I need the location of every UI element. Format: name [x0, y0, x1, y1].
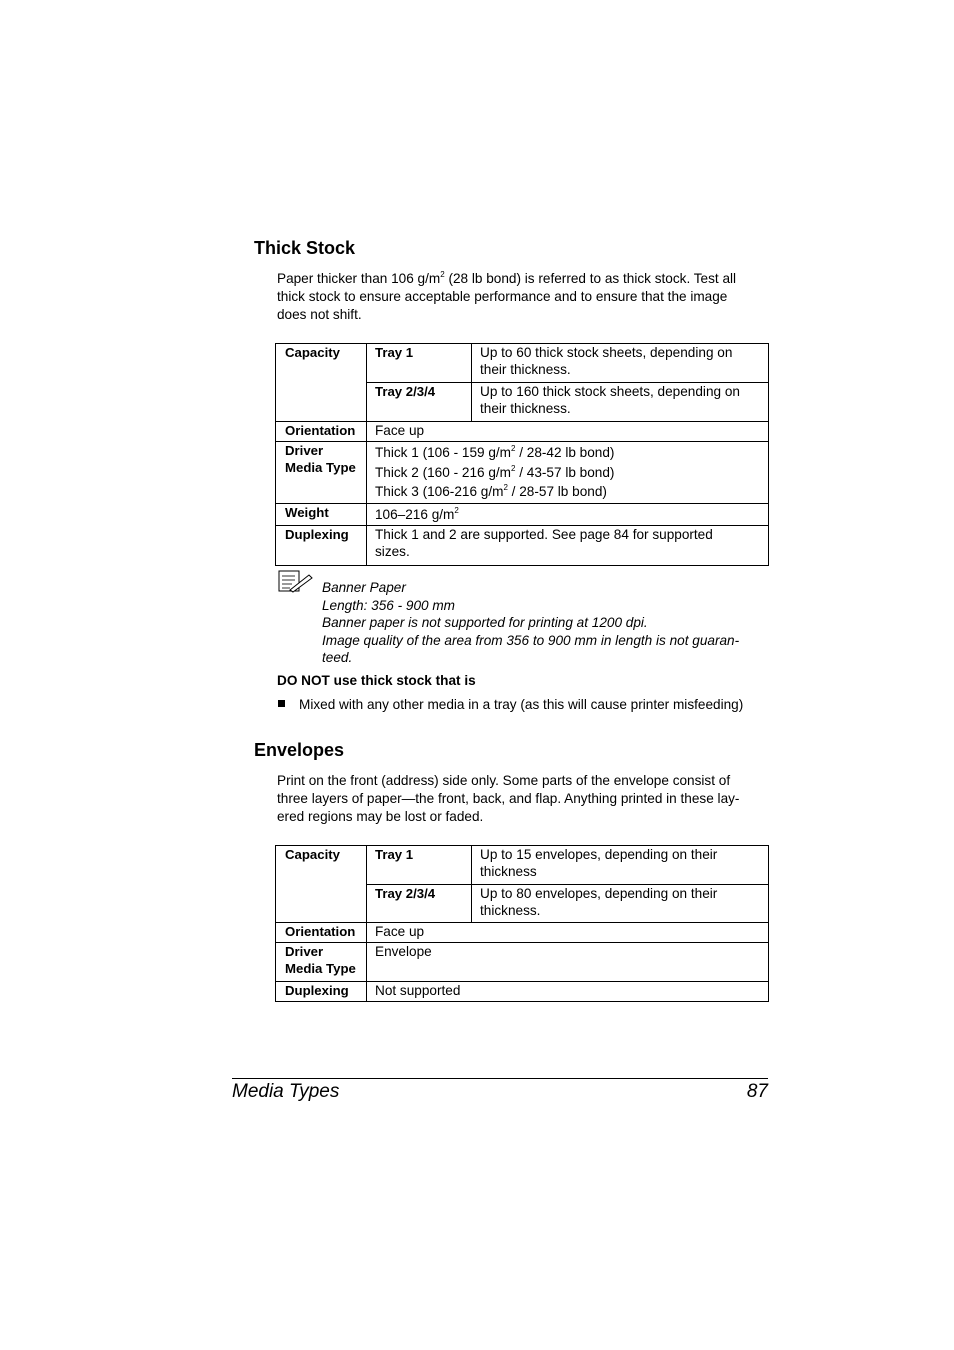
section-heading-thick-stock: Thick Stock: [254, 238, 356, 258]
duplexing-label: Duplexing: [276, 982, 367, 1002]
weight-value: 106–216 $g/m^2$: [367, 504, 769, 526]
superscript: 2: [440, 270, 445, 279]
driver-media-type-value: Envelope: [367, 943, 769, 982]
note-line: Length: 356 - 900 mm: [322, 597, 455, 613]
duplexing-label: Duplexing: [276, 526, 367, 566]
orientation-label: Orientation: [276, 422, 367, 442]
intro-text: thick stock to ensure acceptable performance and to ensure that the image: [277, 289, 728, 304]
thick-stock-table: [275, 343, 769, 566]
envelopes-intro: [277, 772, 769, 826]
tray1-value: Up to 15 envelopes, depending on their thickness: [472, 846, 769, 885]
driver-media-type-value: [367, 442, 769, 504]
section-heading-envelopes: Envelopes: [254, 740, 345, 760]
duplexing-value: Thick 1 and 2 are supported. See page 84 for supported sizes.: [367, 526, 769, 566]
bullet-item: [278, 697, 743, 712]
footer-page-number: 87: [746, 1081, 768, 1102]
intro-text: (28 lb bond) is referred to as thick stock. Test all: [444, 271, 737, 286]
note-line: Banner Paper: [322, 580, 406, 595]
tray234-label: Tray 2/3/4: [367, 885, 472, 923]
footer-rule: [232, 1078, 768, 1079]
note-line: teed.: [322, 650, 353, 665]
note-line: Banner paper is not supported for printing at 1200 dpi.: [322, 615, 648, 630]
capacity-label: Capacity: [276, 344, 367, 422]
bullet-text: Mixed with any other media in a tray (as this will cause printer misfeeding): [299, 697, 744, 712]
duplexing-value: Not supported: [367, 982, 769, 1002]
intro-text: Paper thicker than 106 g/m: [277, 271, 441, 286]
intro-text: ered regions may be lost or faded.: [277, 809, 484, 824]
bullet-square-icon: [278, 700, 285, 707]
tray1-label: Tray 1: [367, 344, 472, 383]
note-block: [322, 579, 768, 667]
driver-media-type-label: Driver Media Type: [276, 943, 367, 982]
intro-text: Print on the front (address) side only. Some parts of the envelope consist of: [277, 773, 731, 788]
orientation-value: Face up: [367, 923, 769, 943]
thick3-line: Thick 3 (106-216 $g/m^2 / 28-57$ lb bond): [375, 483, 607, 499]
driver-media-type-label: Driver Media Type: [276, 442, 367, 504]
orientation-value: Face up: [367, 422, 769, 442]
envelopes-table: [275, 845, 769, 1002]
capacity-label: Capacity: [276, 846, 367, 923]
intro-text: does not shift.: [277, 307, 362, 322]
footer-section-title: Media Types: [232, 1081, 340, 1102]
tray1-value: Up to 60 thick stock sheets, depending on their thickness.: [472, 344, 769, 383]
thick-stock-intro: [277, 270, 769, 324]
tray234-value: Up to 160 thick stock sheets, depending on their thickness.: [472, 383, 769, 422]
thick1-line: Thick 1 (106 - 159 $g/m^2 / 28-42$ lb bond): [375, 444, 615, 460]
do-not-use-heading: DO NOT use thick stock that is: [277, 673, 476, 688]
tray234-label: Tray 2/3/4: [367, 383, 472, 422]
thick2-line: Thick 2 (160 - 216 $g/m^2 / 43-57$ lb bond): [375, 463, 615, 480]
orientation-label: Orientation: [276, 923, 367, 943]
intro-text: three layers of paper—the front, back, and flap. Anything printed in these lay-: [277, 791, 740, 806]
weight-label: Weight: [276, 504, 367, 526]
note-icon: [278, 570, 314, 594]
tray234-value: Up to 80 envelopes, depending on their thickness.: [472, 885, 769, 923]
tray1-label: Tray 1: [367, 846, 472, 885]
note-line: Image quality of the area from 356 to 900 mm in length is not guaran-: [322, 632, 740, 648]
